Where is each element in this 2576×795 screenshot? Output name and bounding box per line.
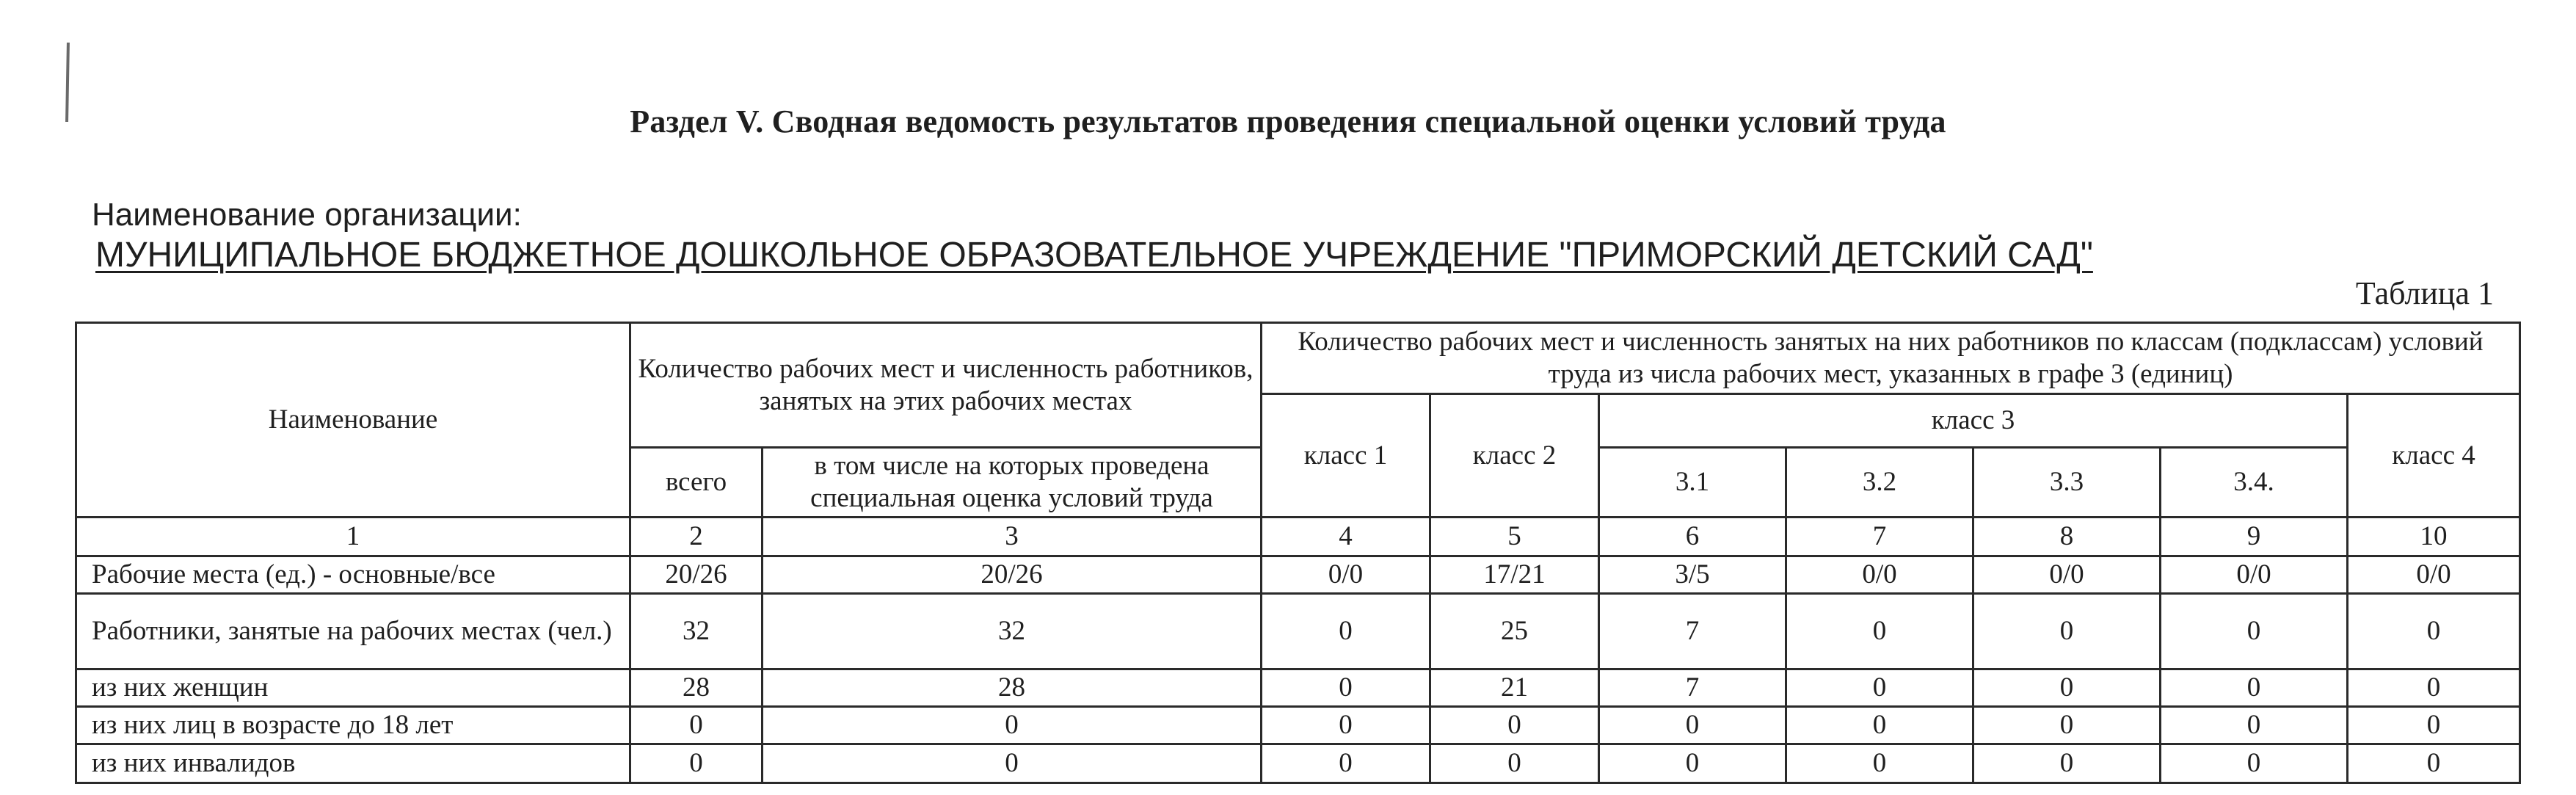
- column-number: 2: [630, 518, 763, 556]
- column-number: 9: [2161, 518, 2348, 556]
- column-number: 4: [1262, 518, 1430, 556]
- table-cell: 0: [1973, 669, 2161, 707]
- row-label: из них лиц в возрасте до 18 лет: [76, 707, 630, 744]
- header-class-1: класс 1: [1262, 394, 1430, 518]
- table-cell: 0: [1430, 744, 1599, 783]
- table-cell: 0: [630, 744, 763, 783]
- row-label: Работники, занятые на рабочих местах (чел.): [76, 594, 630, 669]
- table-cell: 0: [1430, 707, 1599, 744]
- table-cell: 25: [1430, 594, 1599, 669]
- table-cell: 0: [2161, 707, 2348, 744]
- table-cell: 0: [2161, 744, 2348, 783]
- header-name: Наименование: [76, 323, 630, 518]
- table-cell: 0: [2348, 707, 2520, 744]
- header-class-2: класс 2: [1430, 394, 1599, 518]
- header-subclass-3-2: 3.2: [1786, 448, 1973, 518]
- column-number: 10: [2348, 518, 2520, 556]
- table-row-workplaces: [76, 556, 2520, 594]
- table-cell: 28: [763, 669, 1262, 707]
- table-cell: 0/0: [2348, 556, 2520, 594]
- table-caption: Таблица 1: [2355, 275, 2494, 311]
- table-cell: 0: [763, 707, 1262, 744]
- table-cell: 7: [1599, 594, 1786, 669]
- section-title: Раздел V. Сводная ведомость результатов проведения специальной оценки условий труда: [630, 104, 1946, 139]
- table-cell: 17/21: [1430, 556, 1599, 594]
- table-cell: 0: [1786, 669, 1973, 707]
- table-cell: 0: [2161, 594, 2348, 669]
- table-cell: 0: [1786, 707, 1973, 744]
- column-number-row: [76, 518, 2520, 556]
- table-cell: 0/0: [1786, 556, 1973, 594]
- organization-label: Наименование организации:: [92, 197, 522, 233]
- table-cell: 20/26: [763, 556, 1262, 594]
- table-cell: 0: [1262, 744, 1430, 783]
- header-subclass-3-1: 3.1: [1599, 448, 1786, 518]
- table-cell: 0: [1599, 707, 1786, 744]
- table-cell: 32: [630, 594, 763, 669]
- table-cell: 0: [630, 707, 763, 744]
- table-cell: 0: [1599, 744, 1786, 783]
- column-number: 6: [1599, 518, 1786, 556]
- table-cell: 0: [2161, 669, 2348, 707]
- table-cell: 0/0: [2161, 556, 2348, 594]
- table-cell: 0: [1973, 594, 2161, 669]
- table-cell: 0: [1973, 744, 2161, 783]
- table-cell: 20/26: [630, 556, 763, 594]
- table-row-disabled: [76, 744, 2520, 783]
- column-number: 7: [1786, 518, 1973, 556]
- column-number: 8: [1973, 518, 2161, 556]
- table-cell: 0: [2348, 744, 2520, 783]
- table-row-women: [76, 669, 2520, 707]
- table-row-workers: [76, 594, 2520, 669]
- table-cell: 0/0: [1262, 556, 1430, 594]
- header-subclass-3-3: 3.3: [1973, 448, 2161, 518]
- table-cell: 0: [1786, 594, 1973, 669]
- organization-name: МУНИЦИПАЛЬНОЕ БЮДЖЕТНОЕ ДОШКОЛЬНОЕ ОБРАЗОВАТЕЛЬНОЕ УЧРЕЖДЕНИЕ "ПРИМОРСКИЙ ДЕТСКИЙ САД": [95, 236, 2093, 275]
- header-class-4: класс 4: [2348, 394, 2520, 518]
- table-cell: 0/0: [1973, 556, 2161, 594]
- header-row-1: [76, 323, 2520, 394]
- header-assessed: в том числе на которых проведена специальная оценка условий труда: [763, 448, 1262, 518]
- table-cell: 3/5: [1599, 556, 1786, 594]
- table-cell: 0: [1786, 744, 1973, 783]
- header-classes-group: Количество рабочих мест и численность занятых на них работников по классам (подклассам) условий труда из числа рабочих мест, указанных в графе 3 (единиц): [1262, 323, 2520, 394]
- row-label: из них женщин: [76, 669, 630, 707]
- row-label: Рабочие места (ед.) - основные/все: [76, 556, 630, 594]
- table-cell: 0: [2348, 669, 2520, 707]
- table-cell: 0: [1262, 594, 1430, 669]
- column-number: 1: [76, 518, 630, 556]
- table-cell: 0: [763, 744, 1262, 783]
- table-cell: 21: [1430, 669, 1599, 707]
- table-cell: 0: [1262, 669, 1430, 707]
- table-cell: 0: [1262, 707, 1430, 744]
- table-cell: 7: [1599, 669, 1786, 707]
- table-cell: 0: [1973, 707, 2161, 744]
- table-cell: 0: [2348, 594, 2520, 669]
- table-row-under-18: [76, 707, 2520, 744]
- summary-table: [75, 322, 2521, 784]
- column-number: 5: [1430, 518, 1599, 556]
- column-number: 3: [763, 518, 1262, 556]
- header-total: всего: [630, 448, 763, 518]
- header-workplaces-group: Количество рабочих мест и численность работников, занятых на этих рабочих местах: [630, 323, 1262, 448]
- header-subclass-3-4: 3.4.: [2161, 448, 2348, 518]
- header-class-3: класс 3: [1599, 394, 2348, 448]
- row-label: из них инвалидов: [76, 744, 630, 783]
- table-cell: 32: [763, 594, 1262, 669]
- table-cell: 28: [630, 669, 763, 707]
